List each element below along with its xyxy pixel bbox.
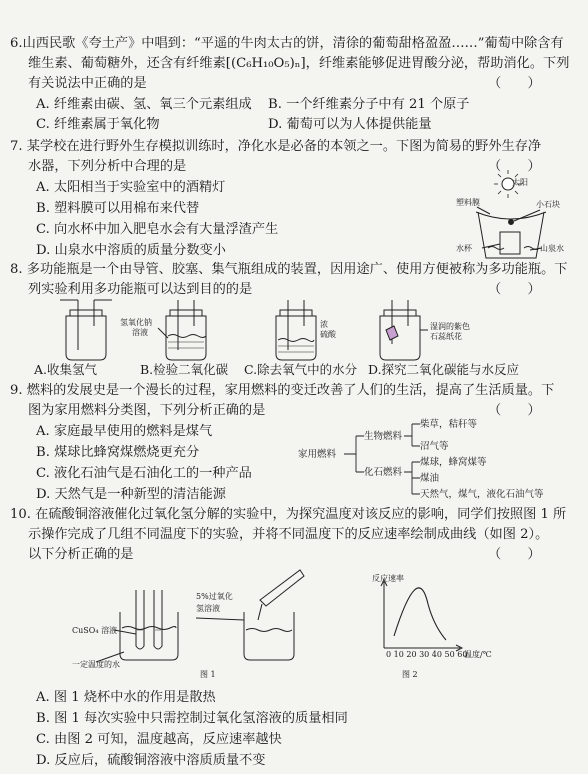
q6-option-b[interactable]: B. 一个纤维素分子中有 21 个原子	[268, 97, 470, 112]
q9-tree-fossil-3: 天然气，煤气，液化石油气等	[420, 489, 544, 500]
q10-option-d[interactable]: D. 反应后，硫酸铜溶液中溶质质量不变	[36, 753, 266, 768]
q10-label-water: 一定温度的水	[72, 660, 120, 669]
q8-option-a[interactable]: A.收集氢气	[34, 362, 98, 377]
q7-label-stone: 小石块	[536, 200, 560, 209]
q8-label-solution: 溶液	[132, 328, 148, 337]
q9-option-a[interactable]: A. 家庭最早使用的燃料是煤气	[36, 424, 213, 439]
q10-graph-ylabel: 反应速率	[372, 574, 404, 583]
q9-tree-fossil: 化石燃料	[364, 467, 403, 478]
q7-option-a[interactable]: A. 太阳相当于实验室中的酒精灯	[36, 180, 226, 195]
q8-option-d[interactable]: D.探究二氧化碳能与水反应	[368, 362, 520, 377]
q10-line2: 示操作完成了几组不同温度下的实验，并将不同温度下的反应速率绘制成曲线（如图 2）。	[28, 527, 549, 542]
q7-option-c[interactable]: C. 向水杯中加入肥皂水会有大量浮渣产生	[36, 222, 279, 237]
q8-line2: 列实验利用多功能瓶可以达到目的的是	[28, 282, 253, 297]
q9-tree-fossil-2: 煤油	[420, 473, 440, 484]
q7-label-cup: 水杯	[456, 244, 472, 253]
q7-line2: 水器，下列分析中合理的是	[28, 159, 187, 174]
q9-answer-paren[interactable]: （ ）	[488, 403, 541, 418]
q6-option-d[interactable]: D. 葡萄可以为人体提供能量	[268, 117, 432, 132]
q9-option-d[interactable]: D. 天然气是一种新型的清洁能源	[36, 487, 226, 502]
q7-label-film: 塑料膜	[456, 198, 480, 207]
q6-option-a[interactable]: A. 纤维素由碳、氢、氧三个元素组成	[36, 97, 252, 112]
q7-option-d[interactable]: D. 山泉水中溶质的质量分数变小	[36, 243, 226, 258]
q6-line1: 6.山西民歌《夸土产》中唱到：“平遥的牛肉太古的饼，清徐的葡萄甜格盈盈……”葡萄中除含有	[10, 36, 564, 51]
q10-label-cuso4: CuSO₄ 溶液	[72, 626, 118, 635]
q10-option-a[interactable]: A. 图 1 烧杯中水的作用是散热	[36, 690, 216, 705]
q8-option-c[interactable]: C.除去氧气中的水分	[244, 362, 358, 377]
q9-tree-bio: 生物燃料	[364, 431, 403, 442]
q10-label-h2o2: 5%过氧化	[196, 592, 233, 601]
q7-line1: 7. 某学校在进行野外生存模拟训练时，净化水是必备的本领之一。下图为简易的野外生存净	[10, 139, 542, 154]
q8-option-b[interactable]: B.检验二氧化碳	[140, 362, 229, 377]
q8-label-paper: 湿润的紫色	[430, 322, 470, 331]
q6-option-c[interactable]: C. 纤维素属于氧化物	[36, 117, 160, 132]
q9-line2: 图为家用燃料分类图，下列分析正确的是	[28, 403, 266, 418]
q9-tree-root: 家用燃料	[298, 449, 337, 460]
q8-label-naoh: 氢氧化钠	[120, 318, 152, 327]
q10-label-h2o2b: 氢溶液	[196, 604, 220, 613]
q6-answer-paren[interactable]: （ ）	[488, 76, 541, 91]
q9-tree-bio-1: 柴草，秸秆等	[420, 419, 478, 430]
q8-label-acid: 浓	[320, 320, 328, 329]
q6-line3: 有关说法中正确的是	[28, 76, 147, 91]
q9-option-c[interactable]: C. 液化石油气是石油化工的一种产品	[36, 466, 252, 481]
q10-line1: 10. 在硫酸铜溶液催化过氧化氢分解的实验中，为探究温度对该反应的影响，同学们按照图 1 所	[10, 507, 567, 522]
q7-label-sun: 太阳	[512, 178, 528, 187]
q8-answer-paren[interactable]: （ ）	[488, 282, 541, 297]
q10-line3: 以下分析正确的是	[28, 547, 134, 562]
q7-option-b[interactable]: B. 塑料膜可以用棉布来代替	[36, 201, 200, 216]
q9-line1: 9. 燃料的发展史是一个漫长的过程，家用燃料的变迁改善了人们的生活，提高了生活质量。下	[10, 383, 555, 398]
q8-label-acid2: 硫酸	[320, 330, 336, 339]
q10-fig2-caption: 图 2	[402, 670, 418, 679]
q8-label-paper2: 石蕊纸花	[430, 332, 462, 341]
q10-fig1-caption: 图 1	[200, 670, 216, 679]
q6-line2: 维生素、葡萄糖外，还含有纤维素[(C₆H₁₀O₅)ₙ]，纤维素能够促进胃酸分泌，帮助消化。下列	[28, 56, 570, 71]
q10-answer-paren[interactable]: （ ）	[488, 547, 541, 562]
q10-graph-xlabel: 温度/℃	[464, 650, 492, 659]
q8-line1: 8. 多功能瓶是一个由导管、胶塞、集气瓶组成的装置，因用途广、使用方便被称为多功能瓶。下	[10, 262, 568, 277]
q10-rate-curve	[394, 588, 446, 640]
q9-option-b[interactable]: B. 煤球比蜂窝煤燃烧更充分	[36, 445, 200, 460]
q7-answer-paren[interactable]: （ ）	[488, 159, 541, 174]
q10-option-c[interactable]: C. 由图 2 可知，温度越高，反应速率越快	[36, 732, 282, 747]
q10-graph-ticks: 0 10 20 30 40 50 60	[386, 650, 468, 659]
q9-tree-bio-2: 沼气等	[420, 441, 449, 452]
q7-label-spring: 山泉水	[540, 244, 564, 253]
q10-option-b[interactable]: B. 图 1 每次实验中只需控制过氧化氢溶液的质量相同	[36, 711, 348, 726]
q9-tree-fossil-1: 煤球，蜂窝煤等	[420, 457, 487, 468]
